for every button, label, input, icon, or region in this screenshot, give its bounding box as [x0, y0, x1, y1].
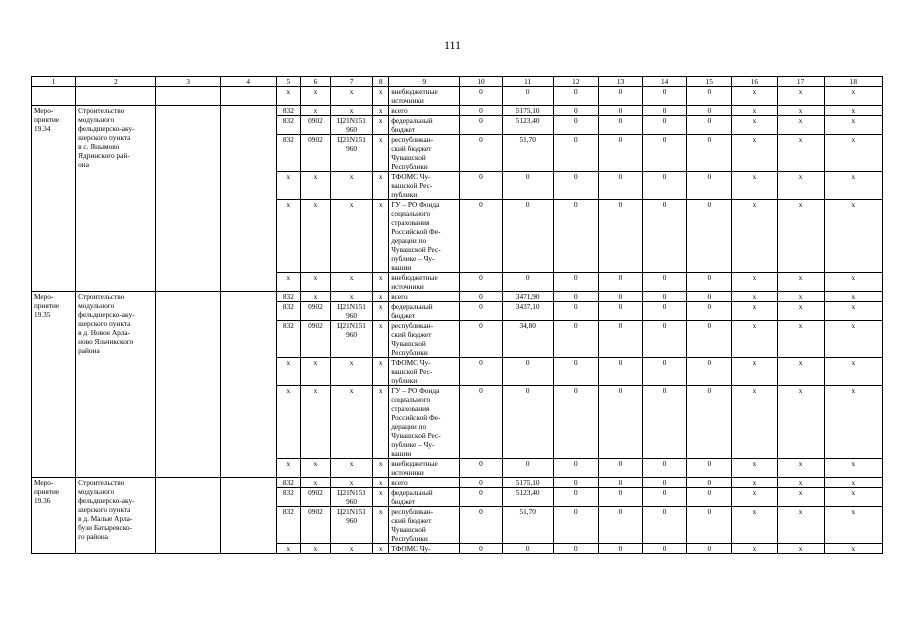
funding-source: федеральный бюджет — [389, 116, 460, 135]
value-cell: 0 — [553, 459, 598, 478]
code-cell: 0902 — [300, 488, 330, 507]
funding-source: всего — [389, 478, 460, 488]
value-cell: x — [732, 321, 777, 358]
value-cell: x — [777, 321, 824, 358]
table-row — [32, 87, 883, 106]
code-cell: 832 — [276, 507, 300, 544]
code-cell: x — [331, 273, 373, 292]
column-header: 4 — [220, 77, 276, 87]
value-cell: 0 — [687, 478, 732, 488]
funding-source: внебюджетные источники — [389, 87, 460, 106]
code-cell: x — [276, 273, 300, 292]
value-cell: 0 — [553, 507, 598, 544]
value-cell: x — [824, 544, 882, 554]
code-cell: 832 — [276, 478, 300, 488]
measure-code: Меро- приятие 19.35 — [32, 292, 76, 478]
value-cell: 0 — [643, 507, 687, 544]
column-header: 10 — [460, 77, 502, 87]
table-row — [32, 292, 883, 302]
code-cell: x — [300, 544, 330, 554]
value-cell: x — [777, 358, 824, 386]
value-cell: 0 — [643, 135, 687, 172]
funding-source: внебюджетные источники — [389, 459, 460, 478]
value-cell: 0 — [687, 488, 732, 507]
value-cell: 0 — [643, 488, 687, 507]
value-cell: 0 — [460, 106, 502, 116]
code-cell: x — [331, 544, 373, 554]
value-cell: 0 — [687, 273, 732, 292]
value-cell: 0 — [598, 87, 642, 106]
value-cell: x — [732, 292, 777, 302]
value-cell: 0 — [687, 459, 732, 478]
value-cell: 5123,40 — [502, 488, 553, 507]
value-cell: x — [824, 358, 882, 386]
value-cell: 0 — [460, 459, 502, 478]
value-cell: 0 — [553, 116, 598, 135]
code-cell: Ц21N151 960 — [331, 116, 373, 135]
value-cell: x — [824, 273, 882, 292]
code-cell: x — [373, 116, 389, 135]
value-cell: 0 — [460, 273, 502, 292]
code-cell: x — [300, 478, 330, 488]
column-header: 9 — [389, 77, 460, 87]
value-cell: 0 — [553, 87, 598, 106]
column-header: 18 — [824, 77, 882, 87]
table-row — [32, 478, 883, 488]
value-cell: 0 — [687, 321, 732, 358]
value-cell: x — [732, 87, 777, 106]
value-cell: x — [824, 321, 882, 358]
value-cell: 0 — [460, 302, 502, 321]
code-cell: x — [373, 488, 389, 507]
value-cell: 0 — [598, 488, 642, 507]
value-cell: x — [732, 358, 777, 386]
value-cell: x — [732, 106, 777, 116]
value-cell: x — [824, 507, 882, 544]
value-cell: 0 — [553, 135, 598, 172]
value-cell: 51,70 — [502, 507, 553, 544]
value-cell: x — [777, 106, 824, 116]
value-cell: x — [777, 116, 824, 135]
value-cell: x — [777, 135, 824, 172]
code-cell: x — [331, 459, 373, 478]
value-cell: 0 — [460, 386, 502, 459]
code-cell: 0902 — [300, 135, 330, 172]
value-cell: 0 — [502, 544, 553, 554]
funding-source: ГУ – РО Фонда социального страхования Российской Фе- дерации по Чувашской Рес- публике – Чу- вашии — [389, 386, 460, 459]
value-cell: x — [732, 459, 777, 478]
column-header: 14 — [643, 77, 687, 87]
code-cell: x — [373, 386, 389, 459]
value-cell: 0 — [553, 200, 598, 273]
value-cell: 5175,10 — [502, 106, 553, 116]
value-cell: 0 — [643, 358, 687, 386]
value-cell: x — [777, 200, 824, 273]
measure-code: Меро- приятие 19.34 — [32, 106, 76, 292]
value-cell: 0 — [643, 292, 687, 302]
value-cell: x — [732, 200, 777, 273]
value-cell: x — [824, 302, 882, 321]
value-cell: 0 — [460, 135, 502, 172]
value-cell: 0 — [687, 302, 732, 321]
value-cell: 0 — [687, 544, 732, 554]
value-cell: x — [777, 292, 824, 302]
value-cell: 0 — [460, 292, 502, 302]
code-cell: 832 — [276, 292, 300, 302]
code-cell: 832 — [276, 106, 300, 116]
funding-source: федеральный бюджет — [389, 302, 460, 321]
code-cell: x — [300, 87, 330, 106]
empty-cell — [156, 106, 220, 292]
value-cell: 0 — [460, 321, 502, 358]
code-cell: x — [373, 172, 389, 200]
code-cell: x — [276, 358, 300, 386]
code-cell: x — [331, 200, 373, 273]
code-cell: x — [373, 478, 389, 488]
value-cell: 0 — [643, 87, 687, 106]
value-cell: 0 — [502, 459, 553, 478]
empty-cell — [76, 87, 156, 106]
value-cell: 0 — [460, 116, 502, 135]
value-cell: 0 — [598, 478, 642, 488]
value-cell: x — [824, 172, 882, 200]
value-cell: x — [824, 459, 882, 478]
code-cell: x — [276, 200, 300, 273]
code-cell: 0902 — [300, 507, 330, 544]
value-cell: 0 — [502, 386, 553, 459]
code-cell: Ц21N151 960 — [331, 507, 373, 544]
column-header: 5 — [276, 77, 300, 87]
value-cell: 0 — [460, 172, 502, 200]
value-cell: 34,80 — [502, 321, 553, 358]
measure-name: Строительство модульного фельдшерско-аку- шерского пункта в с. Янымово Ядринского рай- она — [76, 106, 156, 292]
column-header: 1 — [32, 77, 76, 87]
empty-cell — [220, 87, 276, 106]
value-cell: 0 — [643, 544, 687, 554]
code-cell: x — [276, 87, 300, 106]
value-cell: x — [732, 386, 777, 459]
value-cell: 0 — [598, 358, 642, 386]
value-cell: x — [824, 106, 882, 116]
value-cell: 0 — [460, 507, 502, 544]
value-cell: 0 — [598, 292, 642, 302]
value-cell: 0 — [598, 172, 642, 200]
code-cell: 832 — [276, 135, 300, 172]
value-cell: x — [777, 507, 824, 544]
code-cell: x — [331, 106, 373, 116]
column-header: 12 — [553, 77, 598, 87]
measure-code: Меро- приятие 19.36 — [32, 478, 76, 554]
code-cell: x — [331, 478, 373, 488]
value-cell: x — [732, 302, 777, 321]
funding-source: всего — [389, 292, 460, 302]
code-cell: x — [300, 172, 330, 200]
value-cell: 0 — [460, 87, 502, 106]
value-cell: x — [732, 544, 777, 554]
code-cell: x — [373, 507, 389, 544]
funding-source: ТФОМС Чу- — [389, 544, 460, 554]
code-cell: Ц21N151 960 — [331, 135, 373, 172]
code-cell: x — [276, 544, 300, 554]
value-cell: 0 — [502, 273, 553, 292]
page-number: 111 — [443, 38, 462, 52]
value-cell: x — [824, 116, 882, 135]
code-cell: x — [300, 358, 330, 386]
funding-source: ТФОМС Чу- вашской Рес- публики — [389, 358, 460, 386]
value-cell: 0 — [553, 172, 598, 200]
code-cell: Ц21N151 960 — [331, 488, 373, 507]
budget-table — [31, 76, 883, 554]
column-header: 6 — [300, 77, 330, 87]
value-cell: 0 — [643, 116, 687, 135]
empty-cell — [220, 106, 276, 292]
value-cell: x — [824, 478, 882, 488]
value-cell: 0 — [460, 488, 502, 507]
code-cell: x — [331, 386, 373, 459]
value-cell: 0 — [687, 200, 732, 273]
funding-source: внебюджетные источники — [389, 273, 460, 292]
code-cell: x — [373, 135, 389, 172]
value-cell: 0 — [553, 302, 598, 321]
code-cell: x — [373, 544, 389, 554]
column-header: 16 — [732, 77, 777, 87]
code-cell: 0902 — [300, 321, 330, 358]
value-cell: 0 — [598, 116, 642, 135]
value-cell: 0 — [553, 273, 598, 292]
value-cell: 0 — [598, 386, 642, 459]
code-cell: x — [331, 172, 373, 200]
value-cell: 0 — [687, 135, 732, 172]
code-cell: x — [331, 87, 373, 106]
value-cell: 0 — [687, 172, 732, 200]
value-cell: x — [824, 488, 882, 507]
value-cell: 0 — [598, 135, 642, 172]
value-cell: x — [732, 488, 777, 507]
empty-cell — [32, 87, 76, 106]
value-cell: 0 — [502, 172, 553, 200]
code-cell: x — [373, 292, 389, 302]
code-cell: 832 — [276, 321, 300, 358]
funding-source: всего — [389, 106, 460, 116]
code-cell: x — [300, 386, 330, 459]
value-cell: 0 — [643, 172, 687, 200]
code-cell: x — [373, 321, 389, 358]
value-cell: 0 — [553, 488, 598, 507]
code-cell: x — [373, 106, 389, 116]
value-cell: 0 — [687, 507, 732, 544]
code-cell: x — [300, 106, 330, 116]
value-cell: 0 — [553, 106, 598, 116]
value-cell: 0 — [687, 87, 732, 106]
value-cell: 0 — [598, 544, 642, 554]
value-cell: x — [824, 135, 882, 172]
value-cell: 5123,40 — [502, 116, 553, 135]
funding-source: республикан- ский бюджет Чувашской Республики — [389, 507, 460, 544]
value-cell: 0 — [502, 358, 553, 386]
value-cell: x — [824, 200, 882, 273]
code-cell: x — [300, 200, 330, 273]
value-cell: 0 — [687, 106, 732, 116]
value-cell: x — [824, 292, 882, 302]
value-cell: 0 — [502, 87, 553, 106]
code-cell: 0902 — [300, 116, 330, 135]
value-cell: 0 — [460, 544, 502, 554]
code-cell: x — [373, 273, 389, 292]
measure-name: Строительство модульного фельдшерско-аку- шерского пункта в д. Новое Арла- ново Яльчикского района — [76, 292, 156, 478]
column-header: 11 — [502, 77, 553, 87]
value-cell: 0 — [643, 321, 687, 358]
value-cell: x — [732, 172, 777, 200]
value-cell: 0 — [460, 200, 502, 273]
value-cell: 0 — [687, 292, 732, 302]
value-cell: x — [732, 478, 777, 488]
value-cell: 0 — [598, 507, 642, 544]
value-cell: x — [777, 302, 824, 321]
value-cell: 0 — [643, 459, 687, 478]
value-cell: 5175,10 — [502, 478, 553, 488]
value-cell: 0 — [460, 478, 502, 488]
value-cell: 0 — [687, 116, 732, 135]
code-cell: 832 — [276, 488, 300, 507]
value-cell: x — [777, 459, 824, 478]
column-header: 8 — [373, 77, 389, 87]
code-cell: x — [276, 172, 300, 200]
value-cell: 0 — [460, 358, 502, 386]
value-cell: x — [777, 386, 824, 459]
value-cell: 0 — [553, 321, 598, 358]
measure-name: Строительство модульного фельдшерско-аку- шерского пункта в д. Малые Арла- бузи Батыревско- го района — [76, 478, 156, 554]
column-header: 15 — [687, 77, 732, 87]
value-cell: 0 — [598, 106, 642, 116]
code-cell: Ц21N151 960 — [331, 321, 373, 358]
code-cell: x — [373, 302, 389, 321]
value-cell: x — [777, 87, 824, 106]
code-cell: x — [300, 459, 330, 478]
value-cell: 0 — [643, 200, 687, 273]
value-cell: 3437,10 — [502, 302, 553, 321]
funding-source: ТФОМС Чу- вашской Рес- публики — [389, 172, 460, 200]
value-cell: 51,70 — [502, 135, 553, 172]
column-header: 13 — [598, 77, 642, 87]
value-cell: 0 — [553, 358, 598, 386]
value-cell: 0 — [687, 386, 732, 459]
empty-cell — [156, 87, 220, 106]
value-cell: x — [777, 478, 824, 488]
value-cell: 0 — [643, 302, 687, 321]
value-cell: 0 — [643, 273, 687, 292]
funding-source: республикан- ский бюджет Чувашской Республики — [389, 135, 460, 172]
value-cell: x — [824, 87, 882, 106]
code-cell: 0902 — [300, 302, 330, 321]
empty-cell — [156, 478, 220, 554]
code-cell: x — [373, 87, 389, 106]
value-cell: 0 — [553, 292, 598, 302]
value-cell: x — [777, 544, 824, 554]
column-header: 3 — [156, 77, 220, 87]
code-cell: x — [373, 358, 389, 386]
value-cell: 0 — [643, 478, 687, 488]
value-cell: x — [732, 116, 777, 135]
value-cell: 3471,90 — [502, 292, 553, 302]
column-header: 7 — [331, 77, 373, 87]
code-cell: x — [276, 386, 300, 459]
value-cell: x — [777, 488, 824, 507]
code-cell: x — [300, 273, 330, 292]
funding-source: республикан- ский бюджет Чувашской Республики — [389, 321, 460, 358]
funding-source: ГУ – РО Фонда социального страхования Российской Фе- дерации по Чувашской Рес- публике – Чу- вашии — [389, 200, 460, 273]
value-cell: x — [777, 273, 824, 292]
column-header: 2 — [76, 77, 156, 87]
code-cell: x — [331, 358, 373, 386]
column-header: 17 — [777, 77, 824, 87]
value-cell: 0 — [643, 386, 687, 459]
code-cell: Ц21N151 960 — [331, 302, 373, 321]
value-cell: 0 — [687, 358, 732, 386]
table-row — [32, 106, 883, 116]
code-cell: x — [373, 459, 389, 478]
code-cell: x — [331, 292, 373, 302]
value-cell: 0 — [598, 302, 642, 321]
empty-cell — [220, 292, 276, 478]
value-cell: 0 — [598, 200, 642, 273]
empty-cell — [220, 478, 276, 554]
value-cell: 0 — [643, 106, 687, 116]
value-cell: x — [824, 386, 882, 459]
value-cell: x — [777, 172, 824, 200]
value-cell: 0 — [553, 478, 598, 488]
header-row — [32, 77, 883, 87]
code-cell: x — [373, 200, 389, 273]
code-cell: x — [276, 459, 300, 478]
code-cell: 832 — [276, 302, 300, 321]
value-cell: 0 — [598, 321, 642, 358]
funding-source: федеральный бюджет — [389, 488, 460, 507]
code-cell: 832 — [276, 116, 300, 135]
value-cell: 0 — [502, 200, 553, 273]
empty-cell — [156, 292, 220, 478]
value-cell: 0 — [598, 459, 642, 478]
value-cell: x — [732, 273, 777, 292]
value-cell: 0 — [553, 544, 598, 554]
value-cell: x — [732, 507, 777, 544]
value-cell: 0 — [553, 386, 598, 459]
value-cell: 0 — [598, 273, 642, 292]
code-cell: x — [300, 292, 330, 302]
value-cell: x — [732, 135, 777, 172]
